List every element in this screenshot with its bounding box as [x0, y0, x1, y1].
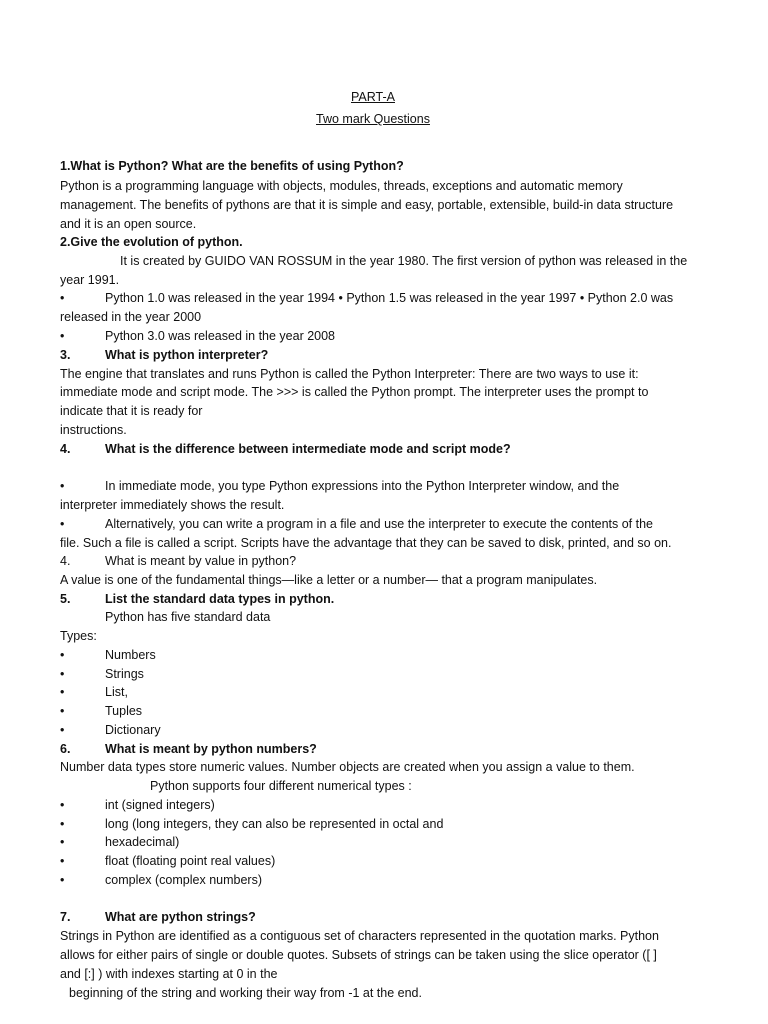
q4-bullet-2-text: Alternatively, you can write a program in a file and use the interpreter to execute the contents of the — [105, 517, 653, 531]
q3-number: 3. — [60, 348, 71, 362]
q3-line-4: instructions. — [60, 423, 127, 437]
q4-heading: What is the difference between intermediate mode and script mode? — [105, 442, 511, 456]
q2-bullet-1-text: Python 1.0 was released in the year 1994 • Python 1.5 was released in the year 1997 • Python 2.0 was — [105, 291, 674, 305]
q1-line-1: Python is a programming language with objects, modules, threads, exceptions and automatic memory — [60, 179, 623, 193]
q3-heading: What is python interpreter? — [105, 348, 269, 362]
q6-item-text: int (signed integers) — [105, 798, 215, 812]
bullet-glyph: • — [60, 704, 65, 718]
q4-bullet-2-cont: file. Such a file is called a script. Scripts have the advantage that they can be saved to disk, printed, and so on. — [60, 536, 672, 550]
q7-line-3: and [:] ) with indexes starting at 0 in the — [60, 967, 278, 981]
q7-line-2: allows for either pairs of single or double quotes. Subsets of strings can be taken using the slice operator ([ ] — [60, 948, 657, 962]
q4-bullet-1-cont: interpreter immediately shows the result. — [60, 498, 285, 512]
q6-line-2-text: Python supports four different numerical types : — [150, 779, 412, 793]
q7-number: 7. — [60, 910, 71, 924]
q6-line-1: Number data types store numeric values. Number objects are created when you assign a value to them. — [60, 760, 635, 774]
q6-item-text: hexadecimal) — [105, 835, 180, 849]
q1-line-3: and it is an open source. — [60, 217, 197, 231]
q4b-number: 4. — [60, 554, 71, 568]
q7-heading: What are python strings? — [105, 910, 256, 924]
q6-item-text: complex (complex numbers) — [105, 873, 262, 887]
q5-intro-text: Python has five standard data — [105, 610, 271, 624]
q6-heading: What is meant by python numbers? — [105, 742, 317, 756]
q3-line-1: The engine that translates and runs Python is called the Python Interpreter: There are two ways to use it: — [60, 367, 639, 381]
q2-heading: 2.Give the evolution of python. — [60, 235, 243, 249]
q3-line-3: indicate that it is ready for — [60, 404, 203, 418]
bullet-glyph: • — [60, 798, 65, 812]
bullet-glyph: • — [60, 873, 65, 887]
q5-heading: List the standard data types in python. — [105, 592, 335, 606]
q4-bullet-1-text: In immediate mode, you type Python expressions into the Python Interpreter window, and the — [105, 479, 620, 493]
q4b-line: A value is one of the fundamental things—like a letter or a number— that a program manipulates. — [60, 573, 598, 587]
q2-line-1-text: It is created by GUIDO VAN ROSSUM in the year 1980. The first version of python was released in the — [120, 254, 688, 268]
bullet-glyph: • — [60, 854, 65, 868]
q4-number: 4. — [60, 442, 71, 456]
bullet-glyph: • — [60, 723, 65, 737]
q1-line-2: management. The benefits of pythons are that it is simple and easy, portable, extensible, build-in data structure — [60, 198, 674, 212]
q3-line-2: immediate mode and script mode. The >>> is called the Python prompt. The interpreter uses the prompt to — [60, 385, 649, 399]
q6-number: 6. — [60, 742, 71, 756]
q2-bullet-1-cont: released in the year 2000 — [60, 310, 202, 324]
bullet-glyph: • — [60, 648, 65, 662]
q2-bullet-2-text: Python 3.0 was released in the year 2008 — [105, 329, 336, 343]
q4b-heading: What is meant by value in python? — [105, 554, 297, 568]
two-mark-subtitle: Two mark Questions — [316, 112, 430, 126]
part-heading: PART-A — [351, 90, 395, 104]
bullet-glyph: • — [60, 479, 65, 493]
bullet-glyph: • — [60, 667, 65, 681]
q6-item-text: float (floating point real values) — [105, 854, 276, 868]
q7-line-1: Strings in Python are identified as a contiguous set of characters represented in the quotation marks. Python — [60, 929, 659, 943]
q5-types-label: Types: — [60, 629, 97, 643]
q6-item-text: long (long integers, they can also be represented in octal and — [105, 817, 444, 831]
bullet-glyph: • — [60, 517, 65, 531]
q2-line-2: year 1991. — [60, 273, 120, 287]
q1-heading: 1.What is Python? What are the benefits of using Python? — [60, 159, 404, 173]
q7-line-4-text: beginning of the string and working their way from -1 at the end. — [69, 986, 422, 1000]
q5-item-text: List, — [105, 685, 128, 699]
bullet-glyph: • — [60, 291, 65, 305]
q5-item-text: Numbers — [105, 648, 156, 662]
q5-item-text: Dictionary — [105, 723, 161, 737]
q5-number: 5. — [60, 592, 71, 606]
bullet-glyph: • — [60, 817, 65, 831]
q5-item-text: Strings — [105, 667, 144, 681]
bullet-glyph: • — [60, 685, 65, 699]
bullet-glyph: • — [60, 835, 65, 849]
q5-item-text: Tuples — [105, 704, 143, 718]
bullet-glyph: • — [60, 329, 65, 343]
